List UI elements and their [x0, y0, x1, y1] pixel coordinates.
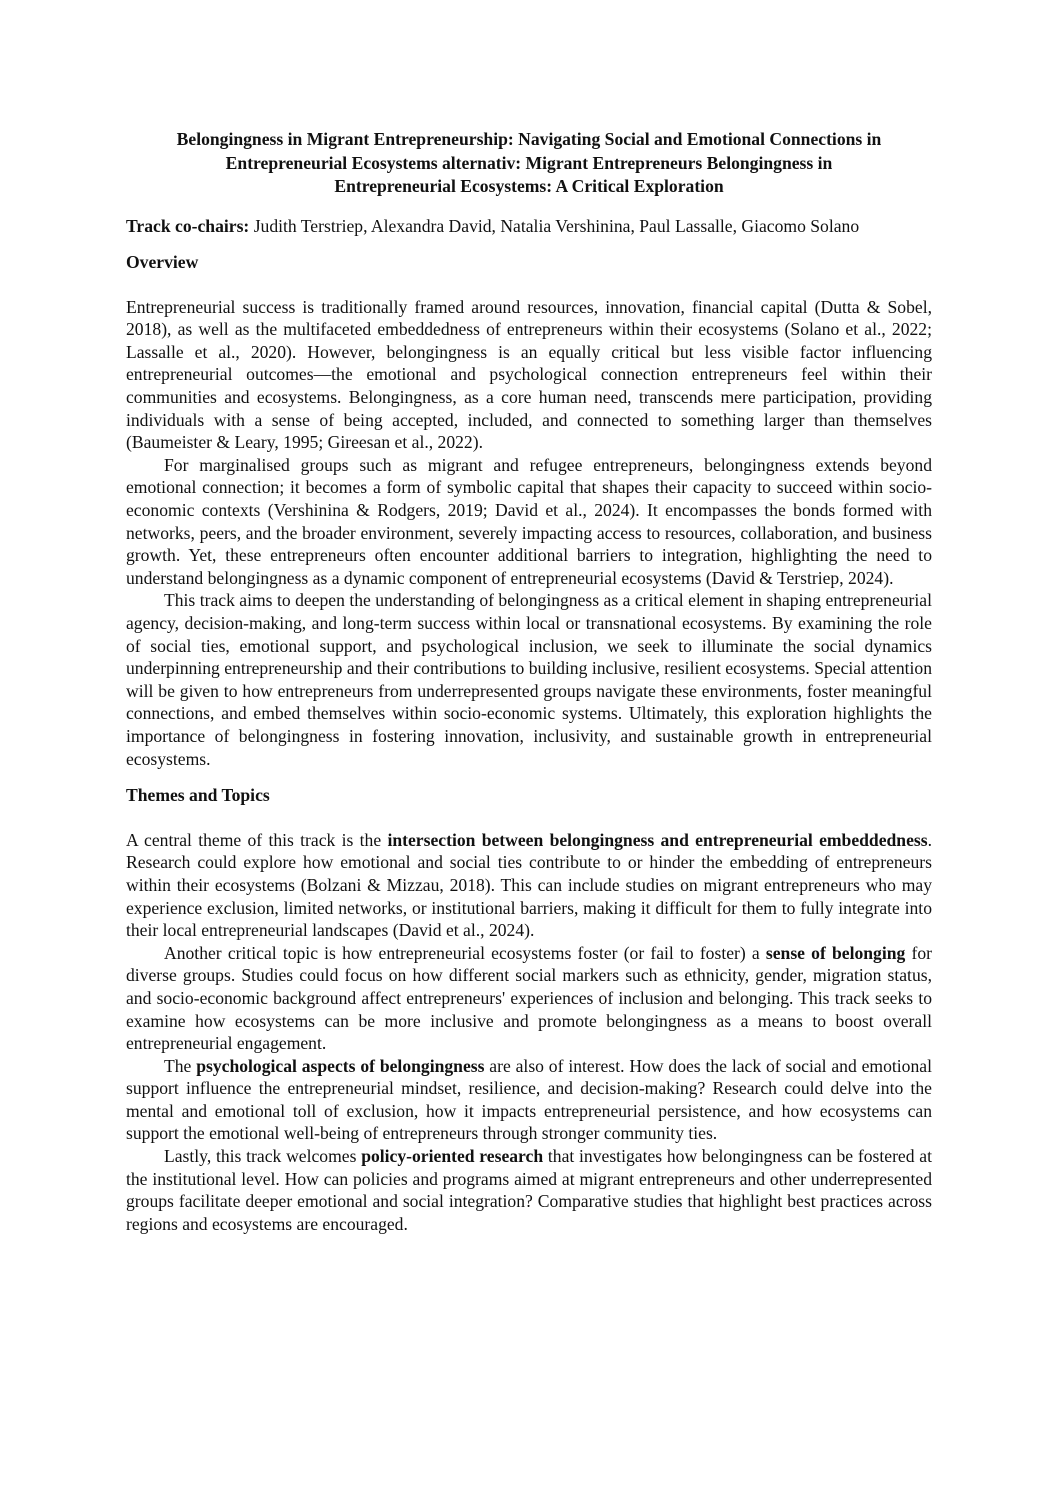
themes-p1-text-b: . Research could explore how emotional and social ties contribute to or hinder the embedding of entrepreneurs within their ecosystems (Bolzani & Mizzau, 2018). This can include studies on migrant entrepreneurs who may experience exclusion, limited networks, or institutional barriers, making it difficult for them to fully integrate into their local entrepreneurial landscapes (David et al., 2024). — [126, 829, 932, 941]
title-line-1: Belongingness in Migrant Entrepreneurship: Navigating Social and Emotional Connections in — [176, 129, 882, 149]
overview-paragraph-2: For marginalised groups such as migrant and refugee entrepreneurs, belongingness extends beyond emotional connection; it becomes a form of symbolic capital that shapes their capacity to succeed within socio-economic contexts (Vershinina & Rodgers, 2019; David et al., 2024). It encompasses the bonds formed with networks, peers, and the broader environment, severely impacting access to resources, collaboration, and business growth. Yet, these entrepreneurs often encounter additional barriers to integration, highlighting the need to understand belongingness as a dynamic component of entrepreneurial ecosystems (David & Terstriep, 2024). — [126, 454, 932, 588]
themes-p3-text-a: The — [164, 1055, 197, 1076]
themes-p3-text-b: are also of interest. How does the lack of social and emotional support influence the entrepreneurial mindset, resilience, and decision-making? Research could delve into the mental and emotional toll of exclusion, how it impacts entrepreneurial persistence, and how ecosystems can support the emotional well-being of entrepreneurs through stronger community ties. — [126, 1055, 932, 1144]
themes-p4-emphasis: policy-oriented research — [361, 1146, 544, 1167]
track-chairs — [126, 215, 932, 238]
themes-heading: Themes and Topics — [126, 785, 270, 806]
title-line-3: Entrepreneurial Ecosystems: A Critical Exploration — [334, 176, 724, 196]
document-page — [126, 128, 932, 1235]
themes-p4-text-b: that investigates how belongingness can be fostered at the institutional level. How can policies and programs aimed at migrant entrepreneurs and other underrepresented groups facilitate deeper emotional and social integration? Comparative studies that highlight best practices across regions and ecosystems are encouraged. — [126, 1146, 932, 1234]
overview-paragraph-3: This track aims to deepen the understanding of belongingness as a critical element in shaping entrepreneurial agency, decision-making, and long-term success within local or transnational ecosystems. By examining the role of social ties, emotional support, and psychological inclusion, we seek to illuminate the social dynamics underpinning entrepreneurship and their contributions to building inclusive, resilient ecosystems. Special attention will be given to how entrepreneurs from underrepresented groups navigate these environments, foster meaningful connections, and embed themselves within socio-economic systems. Ultimately, this exploration highlights the importance of belongingness in fostering innovation, inclusivity, and sustainable growth in entrepreneurial ecosystems. — [126, 590, 932, 769]
overview-paragraph-1: Entrepreneurial success is traditionally framed around resources, innovation, financial capital (Dutta & Sobel, 2018), as well as the multifaceted embeddedness of entrepreneurs within their ecosystems (Solano et al., 2022; Lassalle et al., 2020). However, belongingness is an equally critical but less visible factor influencing entrepreneurial outcomes—the emotional and psychological connection entrepreneurs feel within their communities and ecosystems. Belongingness, as a core human need, transcends mere participation, providing individuals with a sense of being accepted, included, and connected to something larger than themselves (Baumeister & Leary, 1995; Gireesan et al., 2022). — [126, 296, 932, 453]
themes-paragraph-3 — [126, 1055, 932, 1145]
themes-paragraph-4 — [126, 1145, 932, 1235]
themes-p3-emphasis: psychological aspects of belongingness — [196, 1055, 485, 1076]
themes-p1-text-a: A central theme of this track is the — [126, 829, 388, 850]
themes-paragraph-1 — [126, 829, 932, 942]
themes-p2-text-b: for diverse groups. Studies could focus on how different social markers such as ethnicity, gender, migration status, and socio-economic background affect entrepreneurs' experiences of inclusion and belonging. This track seeks to examine how ecosystems can be more inclusive and promote belongingness as a means to boost overall entrepreneurial engagement. — [126, 942, 932, 1054]
themes-p1-emphasis: intersection between belongingness and entrepreneurial embeddedness — [387, 829, 928, 850]
themes-p2-emphasis: sense of belonging — [765, 942, 906, 963]
themes-paragraph-2 — [126, 942, 932, 1055]
document-title — [126, 128, 932, 199]
themes-p2-text-a: Another critical topic is how entrepreneurial ecosystems foster (or fail to foster) a — [164, 942, 766, 963]
title-line-2: Entrepreneurial Ecosystems alternativ: Migrant Entrepreneurs Belongingness in — [225, 152, 833, 173]
overview-heading: Overview — [126, 252, 199, 273]
track-chairs-label: Track co-chairs: — [126, 215, 250, 236]
themes-p4-text-a: Lastly, this track welcomes — [164, 1146, 362, 1167]
track-chairs-names: Judith Terstriep, Alexandra David, Natalia Vershinina, Paul Lassalle, Giacomo Solano — [249, 215, 860, 236]
